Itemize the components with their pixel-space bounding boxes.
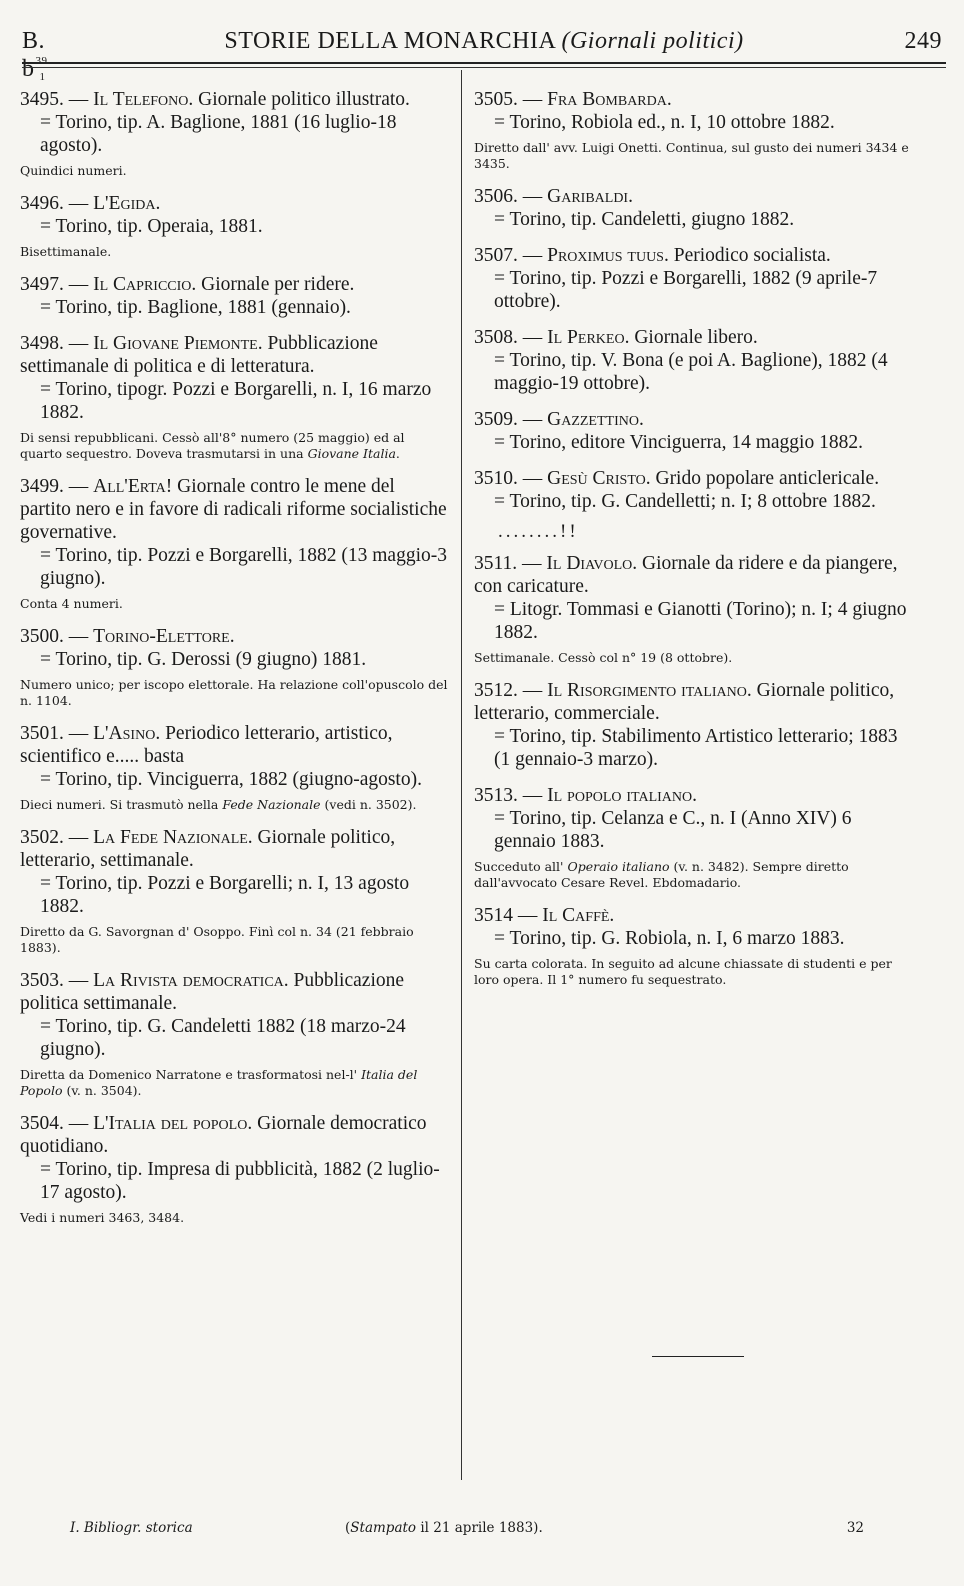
entry-publication: = Torino, tip. G. Derossi (9 giugno) 1881. [40, 649, 367, 670]
entry-dash: — [63, 827, 94, 848]
entry-heading [20, 273, 450, 296]
note-text: Diretta da Domenico Narratone e trasformatosi nel-l' [20, 1067, 358, 1082]
catalog-entry [474, 244, 912, 313]
entry-description: . [628, 186, 633, 207]
left-column [20, 88, 450, 1239]
note-text: Su carta colorata. In seguito ad alcune chiassate di studenti e per loro opera. Il 1° numero fu sequestrato. [474, 956, 892, 987]
entry-dash: — [63, 970, 94, 991]
entry-description: . Giornale da ridere e da piangere, con caricature. [474, 553, 898, 597]
entry-note [20, 1210, 450, 1226]
note-text: Vedi i numeri 3463, 3484. [20, 1210, 185, 1225]
page-title [22, 28, 946, 55]
entry-note [474, 859, 912, 891]
note-end: (v. n. 3504). [62, 1083, 142, 1098]
signature-text: B. b [22, 28, 46, 82]
entry-number: 3498. [20, 333, 64, 354]
note-text: Conta 4 numeri. [20, 596, 123, 611]
catalog-entry [474, 904, 912, 988]
catalog-entry [20, 625, 450, 709]
entry-title: Il Perkeo [547, 327, 625, 348]
entry-publication: = Torino, tip. V. Bona (e poi A. Baglione), 1882 (4 maggio-19 ottobre). [494, 350, 888, 394]
entry-number: 3500. [20, 626, 64, 647]
entry-publication: = Torino, tip. Pozzi e Borgarelli, 1882 (9 aprile-7 ottobre). [494, 268, 878, 312]
entry-note [20, 677, 450, 709]
entry-heading [20, 826, 450, 872]
entry-title: La Rivista democratica [93, 970, 284, 991]
entry-note [20, 924, 450, 956]
entry-number: 3512. [474, 680, 518, 701]
catalog-entry [20, 826, 450, 956]
entry-note [20, 430, 450, 462]
entry-description: . [609, 905, 615, 926]
entry-heading [20, 332, 450, 378]
entry-publication: = Torino, editore Vinciguerra, 14 maggio 1882. [494, 432, 863, 453]
entry-heading [474, 467, 912, 490]
entry-note [20, 1067, 450, 1099]
entry-dash: — [517, 468, 548, 489]
note-italic: Fede Nazionale [222, 797, 321, 812]
entry-publication: = Torino, tip. Candeletti, giugno 1882. [494, 209, 795, 230]
entry-number: 3511. [474, 553, 518, 574]
catalog-entry [20, 88, 450, 179]
entry-dash: — [63, 1113, 94, 1134]
entry-title: L'Egida [93, 193, 156, 214]
entry-description: . Pubblicazione politica settimanale. [20, 970, 405, 1014]
note-text: Numero unico; per iscopo elettorale. Ha relazione coll'opuscolo del n. 1104. [20, 677, 448, 708]
entry-number: 3496. [20, 193, 64, 214]
entry-publication: = Torino, Robiola ed., n. I, 10 ottobre 1882. [494, 112, 835, 133]
entry-publication: = Torino, tip. G. Robiola, n. I, 6 marzo 1883. [494, 928, 845, 949]
entry-description: . Giornale politico, letterario, settimanale. [20, 827, 396, 871]
entry-dash: — [517, 89, 548, 110]
note-italic: Italia del Popolo [20, 1067, 418, 1098]
catalog-entry [474, 552, 912, 666]
note-text: Succeduto all' [474, 859, 564, 874]
footer-center-text: il 21 aprile 1883). [420, 1520, 543, 1536]
entry-dash: — [517, 785, 548, 806]
entry-title: Gazzettino [547, 409, 639, 430]
entry-heading [20, 1112, 450, 1158]
entry-note [20, 797, 450, 813]
note-text: Bisettimanale. [20, 244, 112, 259]
entry-note [474, 650, 912, 666]
entry-title: Il Capriccio [93, 274, 192, 295]
entry-title: Il Telefono [93, 89, 189, 110]
entry-number: 3506. [474, 186, 518, 207]
entry-number: 3508. [474, 327, 518, 348]
entry-publication: = Torino, tip. G. Candelletti; n. I; 8 ottobre 1882. [494, 491, 876, 512]
entry-description: . [666, 89, 672, 110]
entry-number: 3507. [474, 245, 518, 266]
entry-heading [474, 679, 912, 725]
entry-number: 3501. [20, 723, 64, 744]
entry-heading [474, 326, 912, 349]
note-text: Diretto dall' avv. Luigi Onetti. Continua, sul gusto dei numeri 3434 e 3435. [474, 140, 909, 171]
header-rule-thin [22, 67, 946, 68]
entry-title: Gesù Cristo [547, 468, 646, 489]
entry-number: 3497. [20, 274, 64, 295]
page-header [22, 22, 946, 83]
title-subtitle: (Giornali politici) [561, 28, 744, 54]
catalog-entry [20, 1112, 450, 1226]
entry-dash: — [63, 89, 94, 110]
entry-number: 3514 [474, 905, 513, 926]
entry-heading [474, 904, 912, 927]
entry-dash: — [63, 723, 94, 744]
entry-number: 3504. [20, 1113, 64, 1134]
entry-number: 3505. [474, 89, 518, 110]
entry-publication: = Torino, tip. Impresa di pubblicità, 1882 (2 luglio-17 agosto). [40, 1159, 440, 1203]
catalog-entry [20, 722, 450, 813]
entry-dash: — [513, 905, 543, 926]
entry-publication: = Torino, tip. Operaia, 1881. [40, 216, 263, 237]
entry-title: Il Risorgimento italiano [547, 680, 747, 701]
entry-description: . Giornale politico, letterario, commerciale. [474, 680, 895, 724]
entry-number: 3509. [474, 409, 518, 430]
entry-title: Il Giovane Piemonte [93, 333, 258, 354]
title-main: STORIE DELLA MONARCHIA [224, 28, 555, 54]
note-italic: Operaio italiano [567, 859, 670, 874]
entry-title: Garibaldi [547, 186, 629, 207]
entry-description: . [638, 409, 644, 430]
entry-description: . [155, 193, 161, 214]
signature-sub: 1 [39, 71, 46, 83]
catalog-entry [20, 475, 450, 612]
entry-publication: = Torino, tip. Vinciguerra, 1882 (giugno-agosto). [40, 769, 422, 790]
entry-heading [474, 408, 912, 431]
entry-heading [474, 185, 912, 208]
entry-title: Il Diavolo [546, 553, 633, 574]
entry-title: Fra Bombarda [547, 89, 667, 110]
entry-dash: — [517, 409, 548, 430]
entry-publication: = Torino, tip. Pozzi e Borgarelli, 1882 (13 maggio-3 giugno). [40, 545, 447, 589]
catalog-entry [20, 969, 450, 1099]
entry-heading [474, 88, 912, 111]
note-text: Quindici numeri. [20, 163, 127, 178]
entry-heading [20, 722, 450, 768]
entry-dash: — [517, 245, 548, 266]
entry-description: . [692, 785, 697, 806]
entry-heading [20, 192, 450, 215]
entry-dash: — [63, 274, 94, 295]
note-end: (vedi n. 3502). [320, 797, 417, 812]
entry-heading [474, 244, 912, 267]
note-end: (v. n. 3482). Sempre diretto dall'avvocato Cesare Revel. Ebdomadario. [474, 859, 849, 890]
entry-heading [474, 784, 912, 807]
entry-dash: — [63, 476, 94, 497]
note-text: Dieci numeri. Si trasmutò nella [20, 797, 219, 812]
entry-description: . Periodico letterario, artistico, scientifico e..... basta [20, 723, 393, 767]
entry-heading [20, 475, 450, 544]
entry-description: . Giornale per ridere. [191, 274, 355, 295]
entry-dash: — [517, 680, 548, 701]
entry-number: 3510. [474, 468, 518, 489]
entry-publication: = Torino, tip. Pozzi e Borgarelli; n. I, 13 agosto 1882. [40, 873, 410, 917]
footer-left: I. Bibliogr. storica [70, 1520, 193, 1536]
entry-heading [474, 552, 912, 598]
end-rule [652, 1356, 744, 1357]
note-end: . [395, 446, 400, 461]
catalog-entry [474, 185, 912, 231]
note-italic: Giovane Italia [307, 446, 396, 461]
entry-dash: — [63, 193, 94, 214]
note-text: Settimanale. Cessò col n° 19 (8 ottobre). [474, 650, 733, 665]
entry-title: L'Asino [93, 723, 156, 744]
entry-note [20, 244, 450, 260]
entry-description: ! Giornale contro le mene del partito nero e in favore di radicali riforme socialistiche governative. [20, 476, 447, 543]
entry-dash: — [63, 333, 94, 354]
entry-heading [20, 625, 450, 648]
entry-number: 3502. [20, 827, 64, 848]
entry-title: Il Caffè [542, 905, 610, 926]
entry-title: All'Erta [93, 476, 166, 497]
entry-number: 3513. [474, 785, 518, 806]
entry-note [20, 163, 450, 179]
entry-description: . Giornale democratico quotidiano. [20, 1113, 427, 1157]
entry-publication: = Torino, tip. Stabilimento Artistico letterario; 1883 (1 gennaio-3 marzo). [494, 726, 898, 770]
catalog-entry [474, 467, 912, 513]
entry-dash: — [63, 626, 94, 647]
entry-description: . Grido popolare anticlericale. [645, 468, 880, 489]
entry-number: 3495. [20, 89, 64, 110]
catalog-entry [474, 784, 912, 891]
entry-description: . [229, 626, 235, 647]
catalog-entry [20, 192, 450, 260]
entry-publication: = Torino, tip. Baglione, 1881 (gennaio). [40, 297, 351, 318]
entry-dash: — [517, 553, 547, 574]
page-number: 249 [904, 28, 942, 54]
entry-description: . Periodico socialista. [663, 245, 831, 266]
note-text: Di sensi repubblicani. Cessò all'8° numero (25 maggio) ed al quarto sequestro. Doveva trasmutarsi in una [20, 430, 405, 461]
entry-title: L'Italia del popolo [93, 1113, 248, 1134]
catalog-entry [20, 332, 450, 462]
entry-note [20, 596, 450, 612]
signature-sup: 39 [35, 55, 48, 67]
catalog-entry [20, 273, 450, 319]
entry-dash: — [517, 186, 548, 207]
entry-title: Torino-Elettore [93, 626, 230, 647]
catalog-entry [474, 408, 912, 454]
page-footer [70, 1520, 864, 1544]
entry-description: . Giornale politico illustrato. [188, 89, 410, 110]
right-column [474, 88, 912, 1001]
entry-title: La Fede Nazionale [93, 827, 248, 848]
note-text: Diretto da G. Savorgnan d' Osoppo. Finì col n. 34 (21 febbraio 1883). [20, 924, 414, 955]
column-divider [461, 70, 462, 1480]
entry-title: Il popolo italiano [547, 785, 693, 806]
entry-title: Proximus tuus [547, 245, 664, 266]
catalog-entry [474, 679, 912, 771]
entry-publication: = Litogr. Tommasi e Gianotti (Torino); n. I; 4 giugno 1882. [494, 599, 907, 643]
footer-right: 32 [846, 1520, 864, 1536]
entry-number: 3499. [20, 476, 64, 497]
entry-publication: = Torino, tip. Celanza e C., n. I (Anno XIV) 6 gennaio 1883. [494, 808, 852, 852]
footer-center: (Stampato il 21 aprile 1883). [345, 1520, 543, 1536]
entry-publication: = Torino, tip. A. Baglione, 1881 (16 luglio-18 agosto). [40, 112, 397, 156]
entry-dash: — [517, 327, 548, 348]
entry-publication: = Torino, tipogr. Pozzi e Borgarelli, n. I, 16 marzo 1882. [40, 379, 432, 423]
entry-description: . Pubblicazione settimanale di politica e di letteratura. [20, 333, 378, 377]
header-rule-thick [22, 62, 946, 64]
entry-note [474, 140, 912, 172]
entry-number: 3503. [20, 970, 64, 991]
entry-note [474, 956, 912, 988]
ellipsis-line: ........!! [498, 521, 579, 542]
catalog-entry [474, 326, 912, 395]
catalog-entry [474, 88, 912, 172]
entry-heading [20, 969, 450, 1015]
entry-heading [20, 88, 450, 111]
entry-description: . Giornale libero. [624, 327, 758, 348]
entry-publication: = Torino, tip. G. Candeletti 1882 (18 marzo-24 giugno). [40, 1016, 406, 1060]
